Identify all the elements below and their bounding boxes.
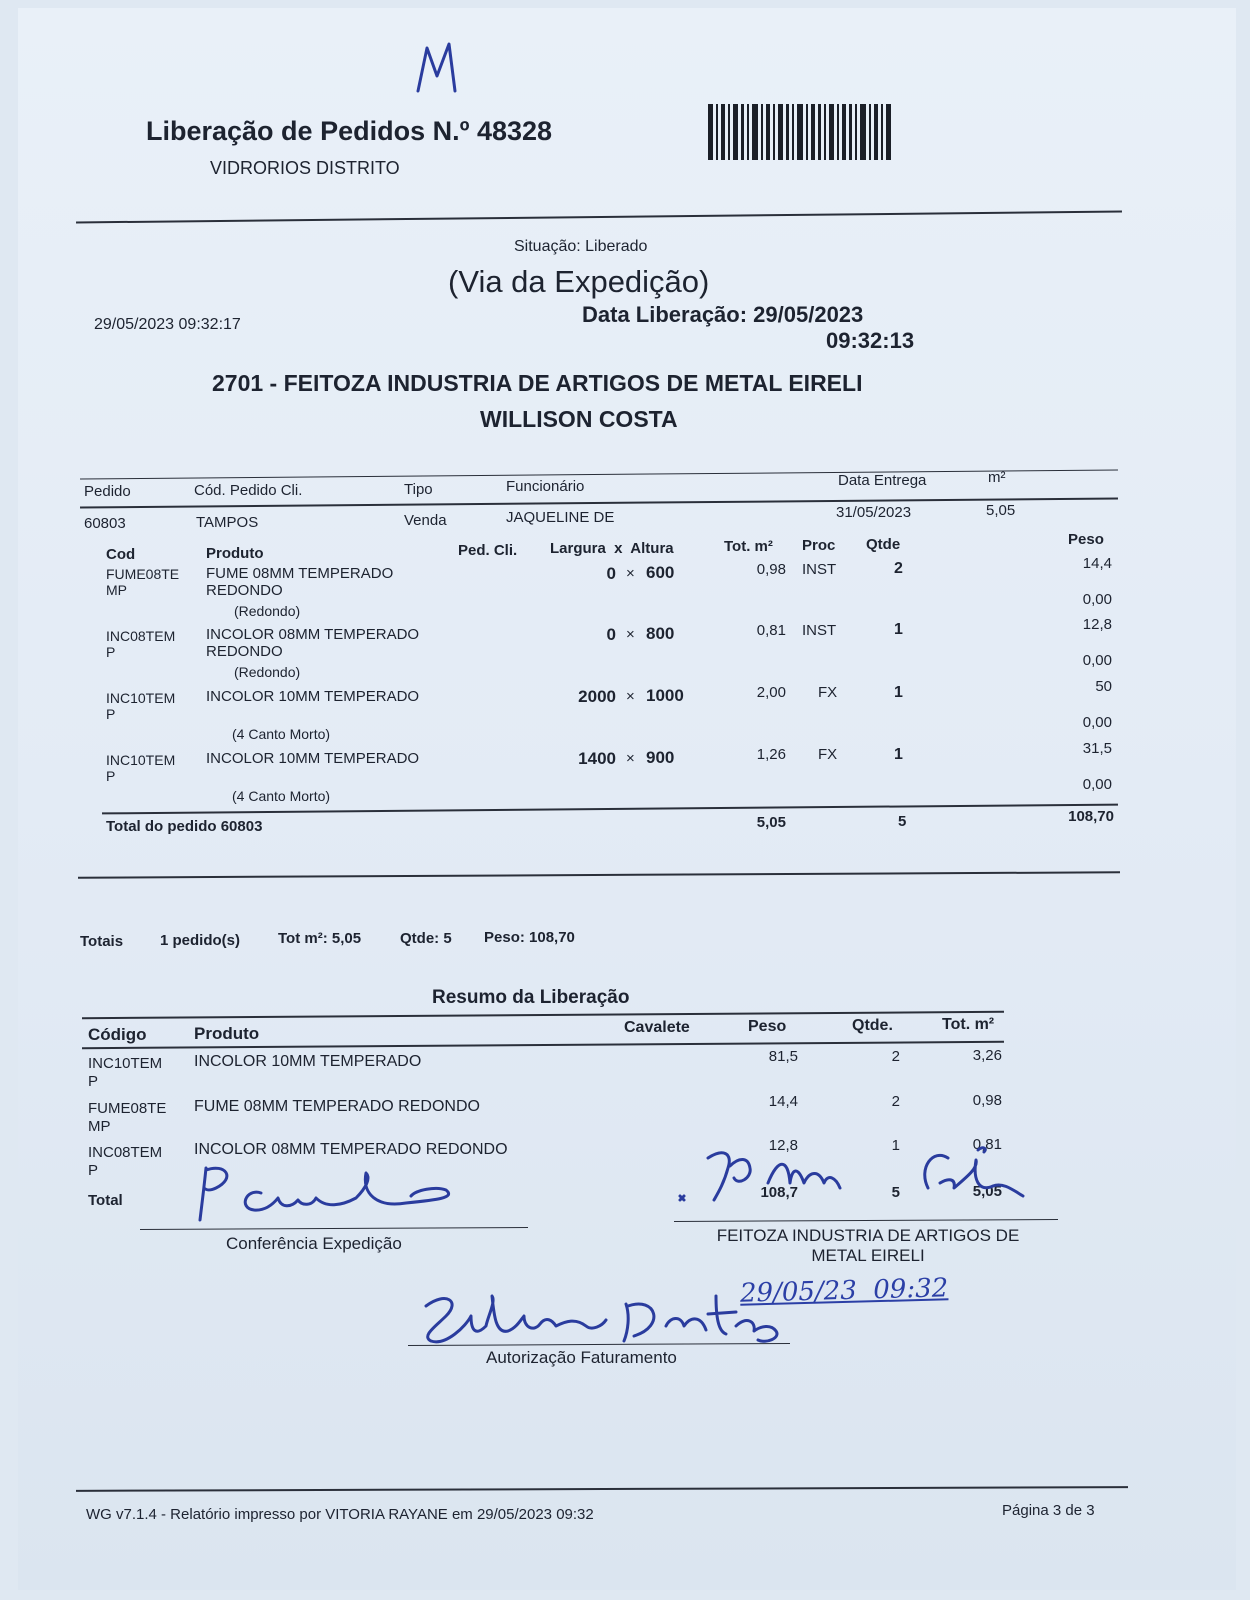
summary-codigo: INC08TEM P bbox=[88, 1144, 163, 1179]
summary-total-qtde: 5 bbox=[891, 1184, 900, 1201]
col-proc: Proc bbox=[802, 537, 836, 554]
summary-peso: 14,4 bbox=[768, 1093, 798, 1110]
value-funcionario: JAQUELINE DE bbox=[506, 509, 615, 526]
value-pedido: 60803 bbox=[84, 515, 126, 532]
value-cod-pedido-cli: TAMPOS bbox=[196, 514, 259, 531]
totals-peso: Peso: 108,70 bbox=[484, 929, 575, 946]
summary-col-codigo: Código bbox=[88, 1025, 147, 1044]
client-contact: WILLISON COSTA bbox=[480, 406, 678, 432]
totals-m2: Tot m²: 5,05 bbox=[278, 930, 362, 947]
branch-name: VIDRORIOS DISTRITO bbox=[210, 158, 400, 178]
totals-qtde: Qtde: 5 bbox=[400, 930, 452, 947]
signature-conferencia bbox=[166, 1158, 466, 1228]
item-times-sign: × bbox=[626, 626, 635, 643]
summary-col-peso: Peso bbox=[748, 1018, 787, 1035]
order-total-rule bbox=[102, 804, 1118, 815]
summary-col-qtde: Qtde. bbox=[852, 1017, 893, 1034]
summary-col-tot-m2: Tot. m² bbox=[942, 1016, 995, 1033]
item-qtde: 1 bbox=[894, 684, 903, 701]
item-cod: INC10TEM P bbox=[106, 752, 176, 784]
summary-codigo: FUME08TE MP bbox=[88, 1100, 167, 1135]
barcode bbox=[708, 104, 893, 160]
document-title: Liberação de Pedidos N.º 48328 bbox=[146, 116, 553, 146]
release-time: 09:32:13 bbox=[826, 328, 915, 353]
summary-total-peso: 108,7 bbox=[760, 1184, 798, 1201]
footer-page-number: Página 3 de 3 bbox=[1002, 1502, 1095, 1519]
item-proc: FX bbox=[818, 684, 838, 701]
item-cod: INC08TEM P bbox=[106, 628, 176, 660]
client-name: 2701 - FEITOZA INDUSTRIA DE ARTIGOS DE METAL EIRELI bbox=[212, 370, 863, 396]
item-peso-2: 0,00 bbox=[1082, 652, 1112, 669]
summary-qtde: 2 bbox=[891, 1093, 900, 1110]
label-data-entrega: Data Entrega bbox=[838, 472, 927, 489]
item-peso: 14,4 bbox=[1082, 555, 1112, 572]
label-funcionario: Funcionário bbox=[506, 478, 585, 495]
order-total-m2: 5,05 bbox=[756, 814, 786, 831]
item-times-sign: × bbox=[626, 565, 635, 582]
item-altura: 600 bbox=[646, 563, 675, 582]
order-header-top-rule bbox=[80, 469, 1118, 479]
summary-produto: FUME 08MM TEMPERADO REDONDO bbox=[194, 1098, 480, 1115]
handwritten-initial-mark bbox=[413, 36, 473, 96]
item-tot-m2: 2,00 bbox=[756, 684, 786, 701]
label-tipo: Tipo bbox=[404, 481, 433, 498]
summary-produto: INCOLOR 10MM TEMPERADO bbox=[194, 1053, 422, 1070]
label-cod-pedido-cli: Cód. Pedido Cli. bbox=[194, 482, 303, 499]
item-cod: INC10TEM P bbox=[106, 690, 176, 722]
item-produto: FUME 08MM TEMPERADO REDONDO bbox=[206, 565, 394, 599]
col-produto: Produto bbox=[206, 545, 264, 562]
value-data-entrega: 31/05/2023 bbox=[836, 504, 912, 521]
item-tot-m2: 1,26 bbox=[756, 746, 786, 763]
signature-caption-autorizacao: Autorização Faturamento bbox=[486, 1348, 677, 1367]
summary-col-cavalete: Cavalete bbox=[624, 1019, 690, 1036]
footer-printed-by: WG v7.1.4 - Relatório impresso por VITORIA RAYANE em 29/05/2023 09:32 bbox=[86, 1506, 594, 1523]
summary-qtde: 2 bbox=[891, 1048, 900, 1065]
summary-tot-m2: 3,26 bbox=[972, 1047, 1002, 1064]
summary-tot-m2: 0,81 bbox=[972, 1136, 1002, 1153]
col-cod: Cod bbox=[106, 546, 136, 563]
col-ped-cli: Ped. Cli. bbox=[458, 542, 518, 559]
print-datetime: 29/05/2023 09:32:17 bbox=[94, 316, 241, 333]
order-total-label: Total do pedido 60803 bbox=[106, 818, 263, 835]
item-peso-2: 0,00 bbox=[1082, 591, 1112, 608]
item-qtde: 1 bbox=[894, 621, 903, 638]
handwritten-date: 29/05/23 09:32 bbox=[739, 1273, 949, 1309]
item-qtde: 2 bbox=[894, 560, 903, 577]
summary-total-tot-m2: 5,05 bbox=[972, 1183, 1002, 1200]
col-largura-altura: Largura x Altura bbox=[550, 540, 674, 557]
signature-caption-cliente: FEITOZA INDUSTRIA DE ARTIGOS DE METAL EIRELI bbox=[716, 1226, 1020, 1265]
item-altura: 1000 bbox=[646, 686, 684, 705]
item-produto: INCOLOR 10MM TEMPERADO bbox=[206, 688, 420, 705]
item-proc: INST bbox=[802, 622, 837, 639]
item-peso: 50 bbox=[1095, 678, 1112, 695]
label-pedido: Pedido bbox=[84, 483, 131, 500]
summary-codigo: INC10TEM P bbox=[88, 1055, 163, 1090]
order-section-end-rule bbox=[78, 871, 1120, 878]
item-tot-m2: 0,81 bbox=[756, 622, 786, 639]
item-largura: 2000 bbox=[578, 687, 616, 706]
summary-tot-m2: 0,98 bbox=[972, 1092, 1002, 1109]
order-total-qtde: 5 bbox=[898, 813, 907, 830]
col-peso: Peso bbox=[1068, 531, 1104, 548]
order-header-rule bbox=[80, 497, 1118, 508]
item-times-sign: × bbox=[626, 750, 635, 767]
copy-label: (Via da Expedição) bbox=[448, 264, 710, 299]
value-tipo: Venda bbox=[404, 512, 447, 529]
totals-label: Totais bbox=[80, 933, 124, 950]
summary-qtde: 1 bbox=[891, 1137, 900, 1154]
col-tot-m2: Tot. m² bbox=[724, 538, 773, 555]
footer-rule bbox=[76, 1486, 1128, 1492]
item-produto: INCOLOR 10MM TEMPERADO bbox=[206, 750, 420, 767]
item-peso-2: 0,00 bbox=[1082, 776, 1112, 793]
item-largura: 1400 bbox=[578, 749, 616, 768]
item-obs: (Redondo) bbox=[234, 603, 301, 619]
item-obs: (4 Canto Morto) bbox=[232, 788, 331, 804]
item-altura: 900 bbox=[646, 748, 675, 767]
signature-caption-conferencia: Conferência Expedição bbox=[226, 1234, 402, 1253]
item-peso: 12,8 bbox=[1082, 616, 1112, 633]
item-largura: 0 bbox=[606, 625, 616, 644]
signature-line-cliente bbox=[674, 1219, 1058, 1222]
summary-title: Resumo da Liberação bbox=[432, 987, 630, 1008]
item-proc: FX bbox=[818, 746, 838, 763]
item-cod: FUME08TE MP bbox=[106, 566, 180, 598]
label-m2: m² bbox=[988, 469, 1006, 486]
summary-col-produto: Produto bbox=[194, 1024, 260, 1043]
header-divider bbox=[76, 211, 1122, 224]
status-label: Situação: Liberado bbox=[514, 238, 648, 255]
order-total-peso: 108,70 bbox=[1068, 808, 1114, 825]
item-tot-m2: 0,98 bbox=[756, 561, 786, 578]
item-qtde: 1 bbox=[894, 746, 903, 763]
totals-orders: 1 pedido(s) bbox=[160, 932, 241, 949]
item-obs: (4 Canto Morto) bbox=[232, 726, 331, 742]
item-peso-2: 0,00 bbox=[1082, 714, 1112, 731]
signature-cliente bbox=[678, 1138, 1068, 1218]
col-qtde: Qtde bbox=[866, 536, 901, 553]
item-proc: INST bbox=[802, 561, 837, 578]
item-altura: 800 bbox=[646, 624, 675, 643]
item-obs: (Redondo) bbox=[234, 664, 301, 680]
item-largura: 0 bbox=[606, 564, 616, 583]
summary-total-label: Total bbox=[88, 1192, 123, 1209]
item-times-sign: × bbox=[626, 688, 635, 705]
document-page bbox=[18, 8, 1236, 1590]
summary-peso: 81,5 bbox=[768, 1048, 798, 1065]
value-m2: 5,05 bbox=[986, 502, 1016, 519]
item-peso: 31,5 bbox=[1082, 740, 1112, 757]
item-produto: INCOLOR 08MM TEMPERADO REDONDO bbox=[206, 626, 420, 660]
summary-produto: INCOLOR 08MM TEMPERADO REDONDO bbox=[194, 1141, 508, 1158]
release-date: Data Liberação: 29/05/2023 bbox=[582, 302, 864, 327]
summary-peso: 12,8 bbox=[768, 1137, 798, 1154]
